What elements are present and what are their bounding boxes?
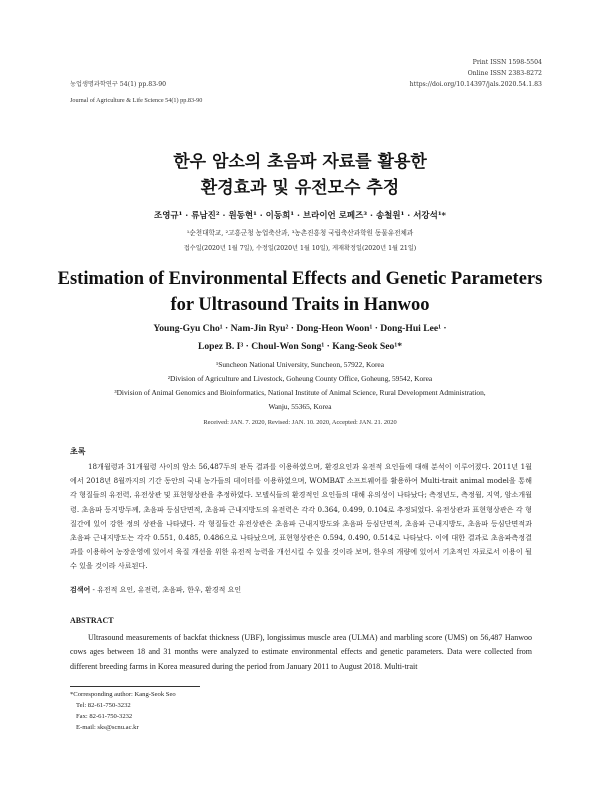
abstract-english-body: Ultrasound measurements of backfat thickness (UBF), longissimus muscle area (ULMA) and marbling score (UMS) on 56,487 Hanwoo cows ages between 18 and 31 months were analyzed to estimate environmental effects and genetic parameters. Data were collected from different breeding farms in Korea measured during the period from January 2011 to August 2018. Multi-trait bbox=[70, 633, 532, 671]
authors-english-line1: Young-Gyu Cho¹ · Nam-Jin Ryu² · Dong-Heon Woon¹ · Dong-Hui Lee¹ · bbox=[153, 323, 447, 334]
journal-korean: 농업생명과학연구 54(1) pp.83-90 bbox=[70, 81, 167, 88]
affiliation-english-4: Wanju, 55365, Korea bbox=[268, 402, 332, 411]
journal-english: Journal of Agriculture & Life Science 54(1) pp.83-90 bbox=[70, 97, 203, 104]
dates-english: Received: JAN. 7. 2020, Revised: JAN. 10. 2020, Accepted: JAN. 21. 2020 bbox=[203, 419, 397, 426]
keywords-label: 검색어 bbox=[70, 585, 91, 594]
dates-korean: 접수일(2020년 1월 7일), 수정일(2020년 1월 10일), 게재확정일(2020년 1월 21일) bbox=[183, 245, 417, 252]
title-korean-line1: 한우 암소의 초음파 자료를 활용한 bbox=[173, 152, 427, 172]
online-issn: Online ISSN 2383-8272 bbox=[467, 70, 542, 77]
print-issn: Print ISSN 1598-5504 bbox=[472, 59, 542, 66]
affiliations-korean: ¹순천대학교, ²고흥군청 농업축산과, ³농촌진흥청 국립축산과학원 동물유전체과 bbox=[186, 229, 414, 237]
title-english-line1: Estimation of Environmental Effects and Genetic Parameters bbox=[57, 269, 543, 289]
footnote-corresponding: *Corresponding author: Kang-Seok Seo bbox=[70, 691, 176, 698]
title-korean-line2: 환경효과 및 유전모수 추정 bbox=[200, 178, 400, 198]
abstract-korean-body: 18개월령과 31개월령 사이의 암소 56,487두의 판독 결과를 이용하였으며, 환경요인과 유전적 요인들에 대해 분석이 이루어졌다. 2011년 1월에서 2018년 8월까지의 기간 동안의 국내 농가들의 데이터를 이용하였으며, WOMBAT 소프트웨어를 활용하여 Multi-trait animal model을 통해 각 형질들의 유전력, 유전상관 및 표현형상관을 추정하였다. 모델식들의 환경적인 요인들의 대해 유의성이 나타났다; 측정년도, 측정월, 지역, 암소개월령. 초음파 등지방두께, 초음파 등심단면적, 초음파 근내지방도의 유전력은 각각 0.364, 0.499, 0.104로 추정되었다. 유전상관과 표현형상관은 각 형질간에 있어 강한 정의 상관을 나타냈다. 각 형질들간 유전상관은 초음파 근내지방도와 초음파 등심단면적, 초음파 근내지방도, 초음파 등심단면적과 초음파 근내지방도는 각각 0.551, 0.485, 0.486으로 나타났으며, 표현형상관은 0.594, 0.490, 0.514로 나타났다. 이에 대한 결과로 초음파측정결과를 이용하여 농장운영에 있어서 육질 개선을 위한 유전적 능력을 개선시킬 수 있을 것이라 보며, 한우의 개량에 있어서 기초적인 자료로서 이용이 될 수 있을 것이라 사료된다. bbox=[70, 462, 532, 571]
authors-korean: 조영규¹ · 류남진² · 원동현¹ · 이동희¹ · 브라이언 로페즈³ · 송철원¹ · 서강석¹* bbox=[153, 211, 446, 221]
title-english-line2: for Ultrasound Traits in Hanwoo bbox=[170, 295, 430, 315]
affiliation-english-3: ³Division of Animal Genomics and Bioinformatics, National Institute of Animal Science, Rural Development Administration, bbox=[114, 388, 486, 397]
doi-link[interactable]: https://doi.org/10.14397/jals.2020.54.1.83 bbox=[409, 81, 542, 88]
footnote-email[interactable]: E-mail: sks@scnu.ac.kr bbox=[76, 724, 139, 731]
authors-english-line2: Lopez B. I³ · Choul-Won Song¹ · Kang-Seok Seo¹* bbox=[197, 341, 402, 352]
abstract-korean-heading: 초록 bbox=[70, 446, 86, 456]
keywords-list: - 유전적 요인, 유전력, 초음파, 한우, 환경적 요인 bbox=[92, 586, 242, 594]
footnote-tel: Tel: 82-61-750-3232 bbox=[76, 702, 131, 709]
abstract-english-heading: ABSTRACT bbox=[70, 616, 114, 625]
affiliation-english-2: ²Division of Agriculture and Livestock, Goheung County Office, Goheung, 59542, Korea bbox=[167, 374, 433, 383]
affiliation-english-1: ¹Suncheon National University, Suncheon, 57922, Korea bbox=[216, 360, 384, 369]
keywords bbox=[70, 585, 241, 595]
footnote-fax: Fax: 82-61-750-3232 bbox=[76, 713, 133, 720]
footnote-rule bbox=[70, 686, 200, 687]
